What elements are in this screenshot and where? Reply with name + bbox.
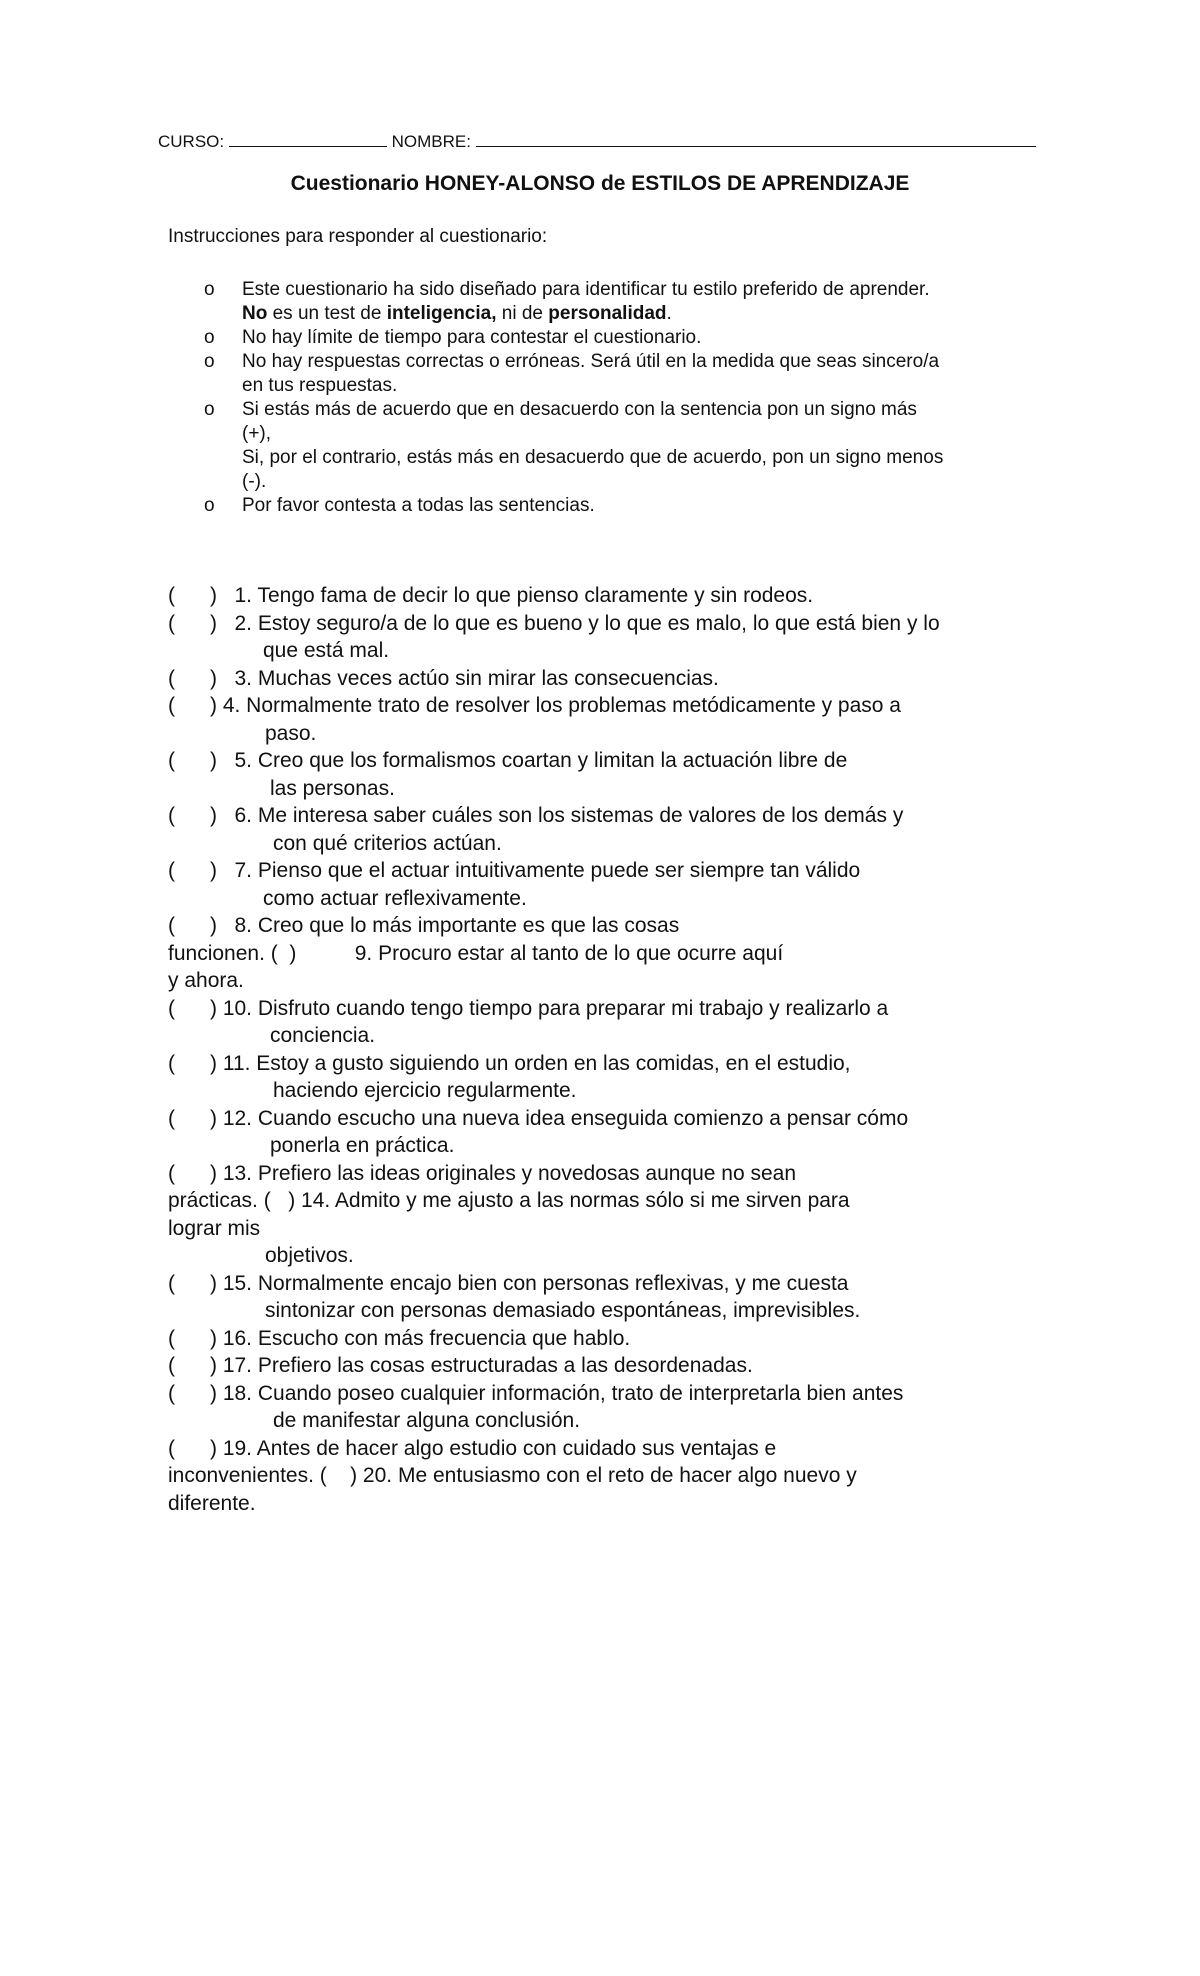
question-line: inconvenientes. ( ) 20. Me entusiasmo con el reto de hacer algo nuevo y [168,1464,857,1487]
question-line: como actuar reflexivamente. [263,886,527,910]
question-line: ( ) 15. Normalmente encajo bien con personas reflexivas, y me cuesta [168,1271,849,1295]
header-fields [158,132,1036,152]
bullet-icon: o [204,351,215,372]
question-line: las personas. [270,776,395,800]
curso-blank[interactable] [229,132,387,147]
instruction-item [200,350,1060,398]
instruction-text: Si, por el contrario, estás más en desacuerdo que de acuerdo, pon un signo menos [242,447,944,468]
question-line: ( ) 12. Cuando escucho una nueva idea enseguida comienzo a pensar cómo [168,1106,909,1130]
question-line: ( ) 5. Creo que los formalismos coartan y limitan la actuación libre de [168,749,848,772]
instruction-text: Si estás más de acuerdo que en desacuerdo con la sentencia pon un signo más [242,399,917,420]
question-line: ponerla en práctica. [270,1134,455,1157]
instruction-text: No hay respuestas correctas o erróneas. Será útil en la medida que seas sincero/a [242,351,940,372]
question-line: ( ) 16. Escucho con más frecuencia que hablo. [168,1326,631,1350]
instruction-text: Este cuestionario ha sido diseñado para identificar tu estilo preferido de aprender. [242,279,930,300]
instruction-text: en tus respuestas. [242,375,398,396]
question-line: conciencia. [270,1024,376,1047]
instruction-item [200,278,1060,326]
question-line: objetivos. [265,1244,354,1267]
curso-label: CURSO: [158,132,225,151]
instruction-text: (+), [242,423,272,444]
question-line: haciendo ejercicio regularmente. [273,1079,577,1102]
bullet-icon: o [204,279,215,300]
bullet-icon: o [204,327,215,348]
question-line: ( ) 4. Normalmente trato de resolver los problemas metódicamente y paso a [168,694,901,717]
question-line: paso. [265,721,317,745]
nombre-label: NOMBRE: [391,132,471,151]
question-line: ( ) 7. Pienso que el actuar intuitivamente puede ser siempre tan válido [168,859,861,882]
question-line: ( ) 3. Muchas veces actúo sin mirar las consecuencias. [168,666,719,690]
question-line: y ahora. [168,969,244,992]
instruction-item [200,326,1060,350]
bullet-icon: o [204,399,215,420]
questions-list [168,582,1068,1517]
question-line: que está mal. [263,639,390,662]
instruction-item [200,398,1060,494]
question-line: sintonizar con personas demasiado espontáneas, imprevisibles. [265,1299,861,1322]
question-line: con qué criterios actúan. [273,831,502,855]
instructions-list [200,278,1060,518]
nombre-blank[interactable] [476,132,1036,147]
instructions-intro: Instrucciones para responder al cuestionario: [168,226,548,247]
bullet-icon: o [204,495,215,516]
question-line: prácticas. ( ) 14. Admito y me ajusto a las normas sólo si me sirven para [168,1189,850,1212]
question-line: ( ) 2. Estoy seguro/a de lo que es bueno y lo que es malo, lo que está bien y lo [168,611,940,635]
question-line: ( ) 8. Creo que lo más importante es que las cosas [168,914,680,937]
question-line: ( ) 1. Tengo fama de decir lo que pienso claramente y sin rodeos. [168,584,814,607]
instruction-text: No hay límite de tiempo para contestar el cuestionario. [242,327,702,348]
question-line: ( ) 18. Cuando poseo cualquier información, trato de interpretarla bien antes [168,1381,904,1405]
instruction-text: No es un test de inteligencia, ni de personalidad. [242,303,672,324]
instruction-item [200,494,1060,518]
question-line: ( ) 6. Me interesa saber cuáles son los sistemas de valores de los demás y [168,804,904,827]
question-line: funcionen. ( ) 9. Procuro estar al tanto de lo que ocurre aquí [168,941,784,965]
question-line: ( ) 19. Antes de hacer algo estudio con cuidado sus ventajas e [168,1436,777,1460]
question-line: ( ) 11. Estoy a gusto siguiendo un orden en las comidas, en el estudio, [168,1051,851,1075]
question-line: de manifestar alguna conclusión. [273,1409,581,1432]
question-line: ( ) 17. Prefiero las cosas estructuradas a las desordenadas. [168,1354,753,1377]
instruction-text: Por favor contesta a todas las sentencias. [242,495,595,516]
page-title: Cuestionario HONEY-ALONSO de ESTILOS DE APRENDIZAJE [290,172,910,195]
question-line: diferente. [168,1491,256,1515]
instruction-text: (-). [242,471,267,492]
question-line: lograr mis [168,1216,261,1240]
question-line: ( ) 10. Disfruto cuando tengo tiempo para preparar mi trabajo y realizarlo a [168,996,889,1020]
question-line: ( ) 13. Prefiero las ideas originales y novedosas aunque no sean [168,1161,797,1185]
